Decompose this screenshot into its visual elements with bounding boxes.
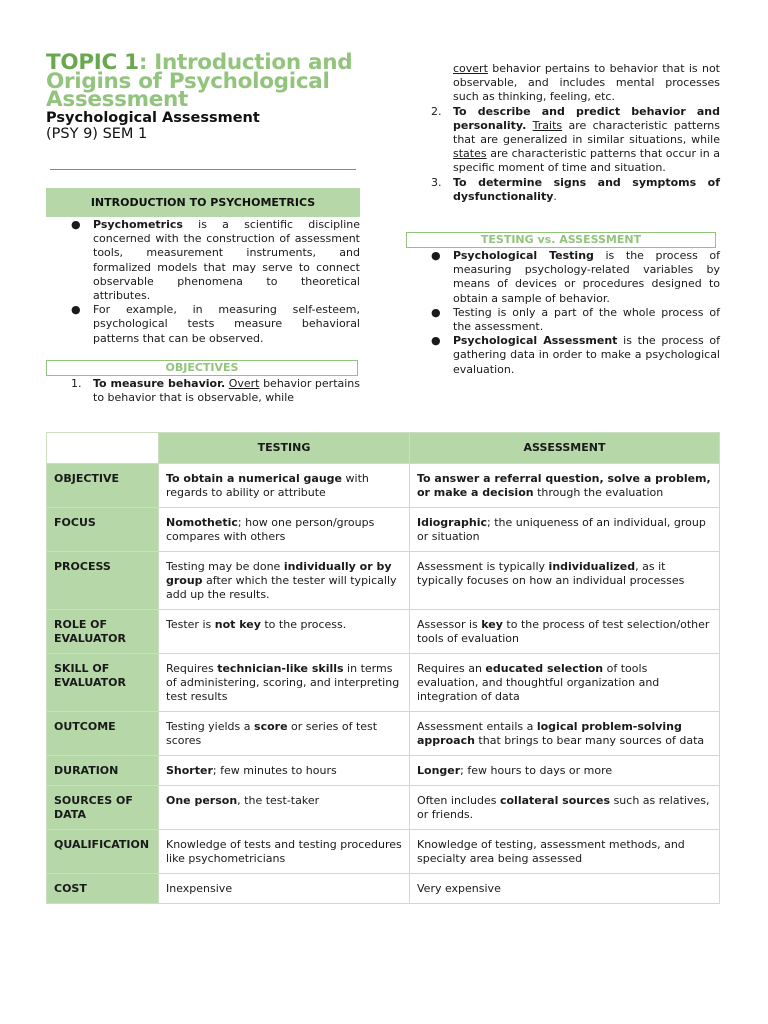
cell-text: ; how one person/groups compares with others bbox=[166, 516, 375, 543]
assessment-cell bbox=[410, 756, 720, 786]
term-overt: Overt bbox=[228, 377, 260, 390]
cell-text-bold: individualized bbox=[548, 560, 636, 573]
assessment-cell bbox=[410, 712, 720, 756]
cell-text-bold: educated selection bbox=[485, 662, 604, 675]
assessment-cell bbox=[410, 610, 720, 654]
page-title bbox=[46, 50, 376, 112]
cell-text: Testing may be done bbox=[166, 560, 284, 573]
cell-text: Often includes bbox=[417, 794, 500, 807]
cell-text-bold: Longer bbox=[417, 764, 461, 777]
cell-text: , as it typically focuses on how an individual processes bbox=[417, 560, 685, 587]
cell-text: Assessment entails a bbox=[417, 720, 537, 733]
table-body bbox=[47, 464, 720, 904]
cell-text-bold: To obtain a numerical gauge bbox=[166, 472, 343, 485]
cell-text: with regards to ability or attribute bbox=[166, 472, 369, 499]
cell-text-bold: individually or by group bbox=[166, 560, 392, 587]
list-item bbox=[71, 377, 361, 405]
row-label: SOURCES OF DATA bbox=[47, 786, 159, 830]
assessment-cell bbox=[410, 830, 720, 874]
cell-text: , the test-taker bbox=[237, 794, 320, 807]
objective-title: To describe and predict behavior and personality. bbox=[453, 104, 720, 132]
cell-text-bold: One person bbox=[166, 794, 238, 807]
cell-text-bold: logical problem-solving approach bbox=[417, 720, 682, 747]
testing-cell bbox=[159, 830, 410, 874]
cell-text: Very expensive bbox=[417, 882, 501, 895]
row-label: COST bbox=[47, 874, 159, 904]
term-traits: Traits bbox=[532, 118, 563, 132]
testing-vs-bullets bbox=[431, 249, 721, 377]
table-row bbox=[47, 786, 720, 830]
table-row bbox=[47, 610, 720, 654]
column-header-assessment: ASSESSMENT bbox=[410, 433, 720, 464]
cell-text-bold: collateral sources bbox=[499, 794, 611, 807]
cell-text: in terms of administering, scoring, and interpreting test results bbox=[166, 662, 400, 703]
objectives-continued bbox=[431, 62, 721, 204]
cell-text: Testing yields a bbox=[166, 720, 255, 733]
testing-cell bbox=[159, 712, 410, 756]
cell-text: that brings to bear many sources of data bbox=[474, 734, 705, 747]
bullet-text: Testing is only a part of the whole process of the assessment. bbox=[453, 305, 720, 334]
objective-text: . bbox=[553, 189, 557, 203]
testing-cell bbox=[159, 874, 410, 904]
row-label: OBJECTIVE bbox=[47, 464, 159, 508]
list-item bbox=[431, 104, 721, 176]
term-covert: covert bbox=[453, 62, 488, 75]
testing-cell bbox=[159, 654, 410, 712]
term-states: states bbox=[453, 147, 487, 161]
intro-bullets bbox=[71, 218, 360, 346]
cell-text: such as relatives, or friends. bbox=[417, 794, 710, 821]
bullet-icon: ● bbox=[71, 303, 81, 317]
list-item bbox=[431, 334, 721, 377]
list-item bbox=[431, 305, 720, 334]
list-item bbox=[431, 249, 721, 306]
table-row bbox=[47, 464, 720, 508]
course-code: (PSY 9) SEM 1 bbox=[46, 126, 148, 142]
list-number: 3. bbox=[431, 175, 442, 189]
bullet-icon: ● bbox=[431, 334, 441, 348]
table-row bbox=[47, 508, 720, 552]
cell-text-bold: not key bbox=[214, 618, 261, 631]
term-psychological-testing: Psychological Testing bbox=[453, 249, 594, 262]
objective-1-part1 bbox=[71, 377, 361, 405]
table-row bbox=[47, 830, 720, 874]
cell-text: Requires bbox=[166, 662, 218, 675]
bullet-text: is the process of measuring psychology-related variables by means of devices or procedures designed to obtain a sample of behavior. bbox=[453, 249, 721, 305]
testing-cell bbox=[159, 610, 410, 654]
cell-text: Assessor is bbox=[417, 618, 482, 631]
document-subtitle: Psychological Assessment bbox=[46, 110, 260, 126]
table-row bbox=[47, 654, 720, 712]
assessment-cell bbox=[410, 464, 720, 508]
row-label: ROLE OF EVALUATOR bbox=[47, 610, 159, 654]
cell-text: Inexpensive bbox=[166, 882, 233, 895]
row-label: QUALIFICATION bbox=[47, 830, 159, 874]
assessment-cell bbox=[410, 552, 720, 610]
topic-title: : Introduction and Origins of Psychological Assessment bbox=[46, 50, 353, 112]
objectives-heading: OBJECTIVES bbox=[46, 360, 358, 376]
cell-text: Tester is bbox=[166, 618, 215, 631]
cell-text: to the process of test selection/other tools of evaluation bbox=[417, 618, 710, 645]
comparison-table bbox=[46, 432, 720, 904]
testing-cell bbox=[159, 508, 410, 552]
table-row bbox=[47, 874, 720, 904]
table-row bbox=[47, 712, 720, 756]
bullet-text: is the process of gathering data in order to make a psychological evaluation. bbox=[453, 334, 721, 376]
row-label: DURATION bbox=[47, 756, 159, 786]
column-header-testing: TESTING bbox=[159, 433, 410, 464]
bullet-icon: ● bbox=[431, 249, 441, 262]
bullet-icon: ● bbox=[71, 218, 81, 231]
cell-text-bold: score bbox=[254, 720, 288, 733]
cell-text-bold: technician-like skills bbox=[217, 662, 344, 675]
objective-title: To measure behavior. bbox=[93, 377, 226, 390]
cell-text: Requires an bbox=[417, 662, 486, 675]
cell-text: Assessment is typically bbox=[417, 560, 549, 573]
testing-vs-assessment-heading: TESTING vs. ASSESSMENT bbox=[406, 232, 716, 248]
bullet-text: is a scientific discipline concerned with the construction of assessment tools, measurement instruments, and formalized models that may serve to connect observable phenomena to theoretical attributes. bbox=[93, 218, 360, 303]
assessment-cell bbox=[410, 874, 720, 904]
cell-text-bold: To answer a referral question, solve a problem, or make a decision bbox=[417, 472, 711, 499]
list-item bbox=[71, 218, 360, 303]
testing-cell bbox=[159, 464, 410, 508]
objective-text: are characteristic patterns that are generalized in similar situations, while bbox=[453, 118, 721, 147]
list-item bbox=[431, 175, 720, 204]
list-number: 2. bbox=[431, 104, 442, 118]
cell-text: Knowledge of tests and testing procedures like psychometricians bbox=[166, 838, 402, 865]
bullet-icon: ● bbox=[431, 305, 441, 319]
intro-heading: INTRODUCTION TO PSYCHOMETRICS bbox=[46, 188, 360, 217]
row-label: SKILL OF EVALUATOR bbox=[47, 654, 159, 712]
assessment-cell bbox=[410, 508, 720, 552]
testing-cell bbox=[159, 552, 410, 610]
objective-text: behavior pertains to behavior that is not observable, and includes mental processes such as thinking, feeling, etc. bbox=[453, 62, 720, 104]
cell-text: or series of test scores bbox=[166, 720, 378, 747]
header-corner bbox=[47, 433, 159, 464]
cell-text: to the process. bbox=[260, 618, 347, 631]
cell-text: Knowledge of testing, assessment methods, and specialty area being assessed bbox=[417, 838, 685, 865]
row-label: OUTCOME bbox=[47, 712, 159, 756]
list-number: 1. bbox=[71, 377, 82, 390]
table-row bbox=[47, 756, 720, 786]
cell-text: ; few hours to days or more bbox=[460, 764, 613, 777]
cell-text: ; few minutes to hours bbox=[212, 764, 337, 777]
objective-title: To determine signs and symptoms of dysfunctionality bbox=[453, 175, 720, 203]
cell-text-bold: Shorter bbox=[166, 764, 213, 777]
testing-cell bbox=[159, 756, 410, 786]
cell-text: of tools evaluation, and thoughtful organization and integration of data bbox=[417, 662, 660, 703]
table-header-row bbox=[47, 433, 720, 464]
topic-label: TOPIC 1 bbox=[46, 50, 139, 75]
cell-text-bold: key bbox=[481, 618, 503, 631]
assessment-cell bbox=[410, 654, 720, 712]
cell-text-bold: Nomothetic bbox=[166, 516, 238, 529]
bullet-text: For example, in measuring self-esteem, psychological tests measure behavioral patterns that can be observed. bbox=[93, 303, 360, 345]
objective-text: behavior pertains to behavior that is observable, while bbox=[93, 377, 361, 405]
table-row bbox=[47, 552, 720, 610]
row-label: PROCESS bbox=[47, 552, 159, 610]
row-label: FOCUS bbox=[47, 508, 159, 552]
objective-text: are characteristic patterns that occur in a specific moment of time and situation. bbox=[453, 147, 720, 175]
list-item bbox=[71, 303, 360, 346]
cell-text: after which the tester will typically add up the results. bbox=[166, 574, 397, 601]
testing-cell bbox=[159, 786, 410, 830]
cell-text: ; the uniqueness of an individual, group or situation bbox=[417, 516, 706, 543]
term-psychometrics: Psychometrics bbox=[93, 218, 183, 231]
term-psychological-assessment: Psychological Assessment bbox=[453, 334, 618, 348]
cell-text: through the evaluation bbox=[533, 486, 664, 499]
objective-1-part2 bbox=[453, 62, 720, 105]
divider bbox=[50, 169, 356, 170]
cell-text-bold: Idiographic bbox=[417, 516, 488, 529]
assessment-cell bbox=[410, 786, 720, 830]
